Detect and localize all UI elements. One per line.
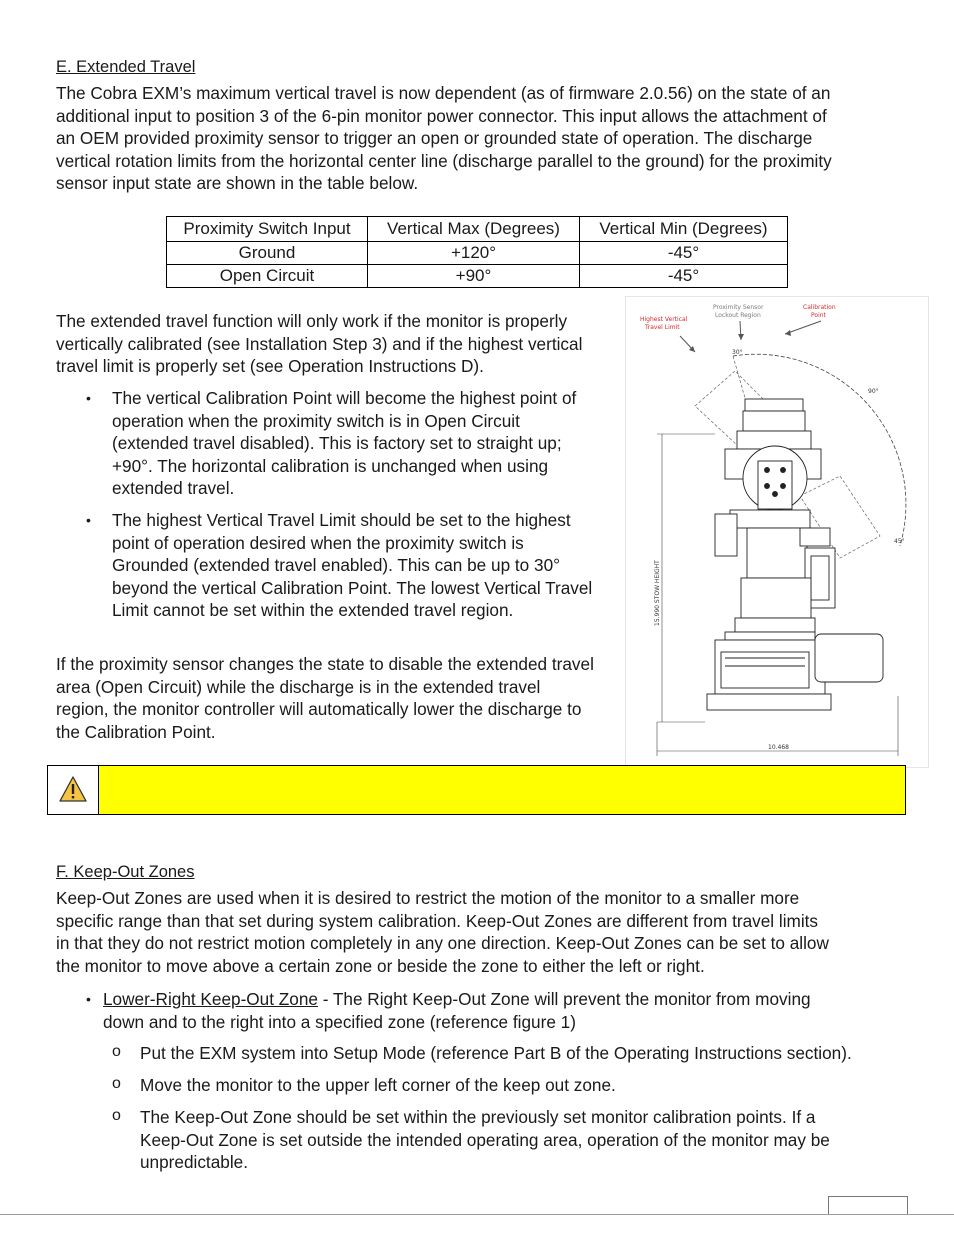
table-header: Proximity Switch Input [167, 217, 368, 242]
text-line: an OEM provided proximity sensor to trigger an open or grounded state of operation. The discharge [56, 128, 813, 148]
text-line: unpredictable. [140, 1152, 248, 1172]
table-cell: Ground [167, 242, 368, 265]
text-line: vertical rotation limits from the horizontal center line (discharge parallel to the ground) for the proximity [56, 150, 832, 171]
text-line: beyond the vertical Calibration Point. The lowest Vertical Travel [112, 577, 593, 598]
width-dimension-label: 10.468 [768, 744, 789, 751]
height-dimension-label: 15.990 STOW HEIGHT [654, 560, 661, 626]
text-line: Keep-Out Zone is set outside the intended operating area, operation of the monitor may be [140, 1129, 830, 1150]
monitor-diagram [625, 296, 929, 768]
table-row [167, 242, 788, 265]
text-line: region, the monitor controller will automatically lower the discharge to [56, 699, 582, 719]
label-lockout-line2: Lockout Region [715, 312, 761, 319]
bullet-lower-right-zone [103, 988, 903, 1033]
bullet-calibration-point [112, 387, 632, 500]
label-calibration-line1: Calibration [803, 304, 836, 311]
text-line [103, 988, 903, 1011]
text-line: sensor input state are shown in the table below. [56, 173, 419, 193]
section-f-heading: F. Keep-Out Zones [56, 863, 195, 881]
text-line: extended travel. [112, 478, 235, 498]
sub-bullet-move-monitor: Move the monitor to the upper left corner of the keep out zone. [140, 1075, 616, 1095]
section-f-intro [56, 887, 916, 977]
warning-text [99, 766, 905, 814]
section-e-heading: E. Extended Travel [56, 58, 196, 76]
label-highest-line1: Highest Vertical [640, 316, 688, 323]
sub-bullet-circle: o [112, 1043, 121, 1060]
text-line: The Cobra EXM’s maximum vertical travel is now dependent (as of firmware 2.0.56) on the state of an [56, 83, 831, 103]
text-line: down and to the right into a specified zone (reference figure 1) [103, 1011, 576, 1032]
text-line: The extended travel function will only work if the monitor is properly [56, 311, 568, 331]
bullet-text: - The Right Keep-Out Zone will prevent the monitor from moving [317, 989, 811, 1009]
sub-bullet-circle: o [112, 1107, 121, 1124]
table-header-row [167, 217, 788, 242]
lower-right-zone-link: Lower-Right Keep-Out Zone [103, 989, 318, 1009]
text-line: Grounded (extended travel enabled). This can be up to 30° [112, 555, 560, 575]
text-line: vertically calibrated (see Installation Step 3) and if the highest vertical [56, 333, 583, 354]
table-cell: -45° [580, 265, 788, 288]
text-line: Limit cannot be set within the extended travel region. [112, 600, 514, 620]
text-line: The vertical Calibration Point will become the highest point of [112, 388, 577, 408]
sub-bullet-circle: o [112, 1075, 121, 1092]
setup-mode-emphasis: Put the EXM system into Setup Mode [140, 1043, 426, 1063]
text-line: (extended travel disabled). This is factory set to straight up; [112, 433, 562, 453]
text-line: Keep-Out Zones are used when it is desired to restrict the motion of the monitor to a smaller more [56, 888, 800, 908]
label-calibration-line2: Point [811, 312, 826, 319]
text-line: point of operation desired when the proximity switch is [112, 532, 524, 553]
section-e-intro [56, 82, 916, 195]
text-line: +90°. The horizontal calibration is unchanged when using [112, 455, 549, 476]
table-cell: +90° [368, 265, 580, 288]
table-row [167, 265, 788, 288]
angle-45-label: 45° [894, 538, 905, 545]
page-number-box [828, 1196, 908, 1215]
warning-triangle-icon [48, 766, 98, 814]
table-header: Vertical Max (Degrees) [368, 217, 580, 242]
calibration-paragraph [56, 310, 626, 378]
angle-90-label: 90° [868, 388, 879, 395]
text-line: the monitor to move above a certain zone or beside the zone to either the left or right. [56, 955, 705, 976]
sensor-paragraph [56, 653, 631, 743]
table-header: Vertical Min (Degrees) [580, 217, 788, 242]
text-line: The highest Vertical Travel Limit should be set to the highest [112, 510, 571, 530]
text-line: travel limit is properly set (see Operation Instructions D). [56, 356, 484, 376]
label-lockout-line1: Proximity Sensor [713, 304, 764, 311]
sub-bullet-text: (reference Part B of the Operating Instructions section). [425, 1043, 852, 1063]
bullet-dot: • [86, 390, 91, 406]
table-cell: Open Circuit [167, 265, 368, 288]
sub-bullet-within-calibration [140, 1106, 910, 1174]
text-line: in that they do not restrict motion completely in any one direction. Keep-Out Zones can be set to allow [56, 933, 829, 953]
angle-30-label: 30° [732, 349, 743, 356]
bullet-travel-limit [112, 509, 632, 622]
text-line: If the proximity sensor changes the state to disable the extended travel [56, 654, 594, 674]
sub-bullet-setup-mode [140, 1042, 910, 1065]
warning-box [47, 765, 906, 815]
bullet-dot: • [86, 512, 91, 528]
table-cell: -45° [580, 242, 788, 265]
text-line: additional input to position 3 of the 6-pin monitor power connector. This input allows the attachment of [56, 105, 827, 126]
text-line: area (Open Circuit) while the discharge is in the extended travel [56, 676, 541, 697]
text-line: specific range than that set during system calibration. Keep-Out Zones are different from travel limits [56, 910, 819, 931]
label-highest-line2: Travel Limit [645, 324, 680, 331]
bullet-dot: • [86, 991, 91, 1007]
text-line: The Keep-Out Zone should be set within the previously set monitor calibration points. If a [140, 1107, 816, 1127]
warning-icon-cell [48, 766, 99, 814]
text-line: operation when the proximity switch is in Open Circuit [112, 410, 520, 431]
text-line: the Calibration Point. [56, 721, 216, 742]
table-cell: +120° [368, 242, 580, 265]
footer-rule [0, 1214, 954, 1215]
proximity-table [166, 216, 788, 288]
monitor-diagram-figure [625, 296, 929, 768]
